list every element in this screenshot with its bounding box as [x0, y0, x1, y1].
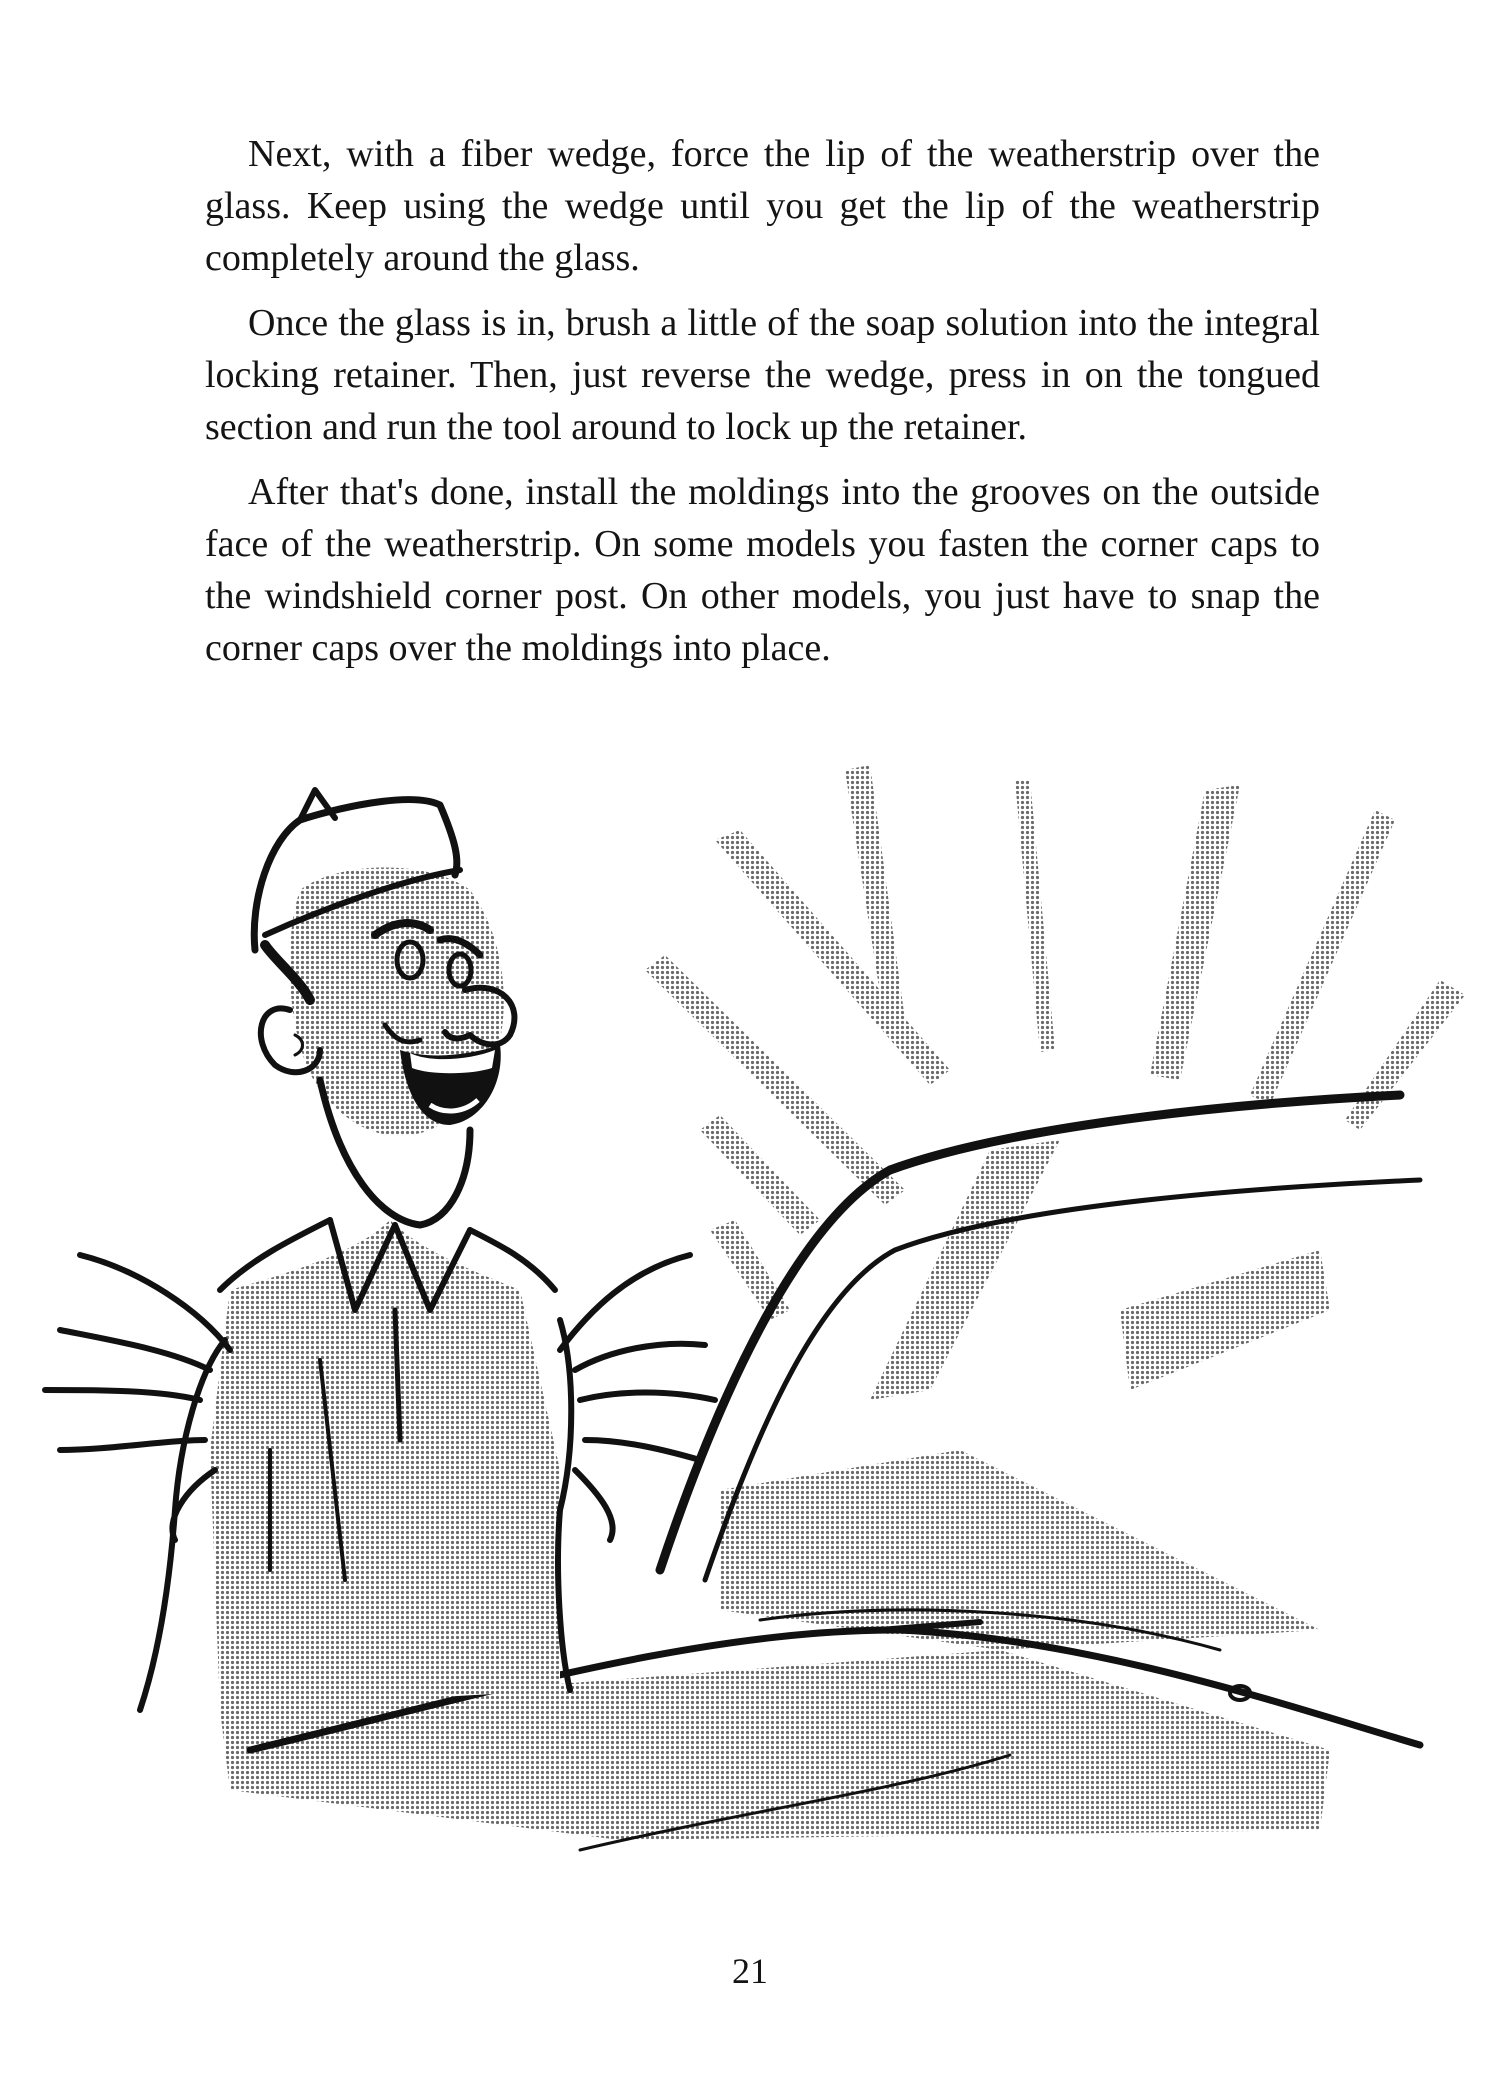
sparkle-rays [645, 765, 1465, 1320]
mechanic-figure [45, 790, 715, 1710]
cartoon-mechanic-with-windshield-icon [0, 750, 1500, 1880]
page-number: 21 [732, 1951, 768, 1991]
paragraph-2: Once the glass is in, brush a little of the soap solution into the integral locking retainer. Then, just reverse the wedge, press in on the tongued section and run the tool around to lock up the retainer. [205, 302, 1320, 448]
paragraph-1: Next, with a fiber wedge, force the lip of the weatherstrip over the glass. Keep using the wedge until you get the lip of the weatherstrip completely around the glass. [205, 133, 1320, 279]
body-text [205, 128, 1320, 674]
paragraph-3: After that's done, install the moldings into the grooves on the outside face of the weatherstrip. On some models you fasten the corner caps to the windshield corner post. On other models, you just have to snap the corner caps over the moldings into place. [205, 471, 1320, 669]
